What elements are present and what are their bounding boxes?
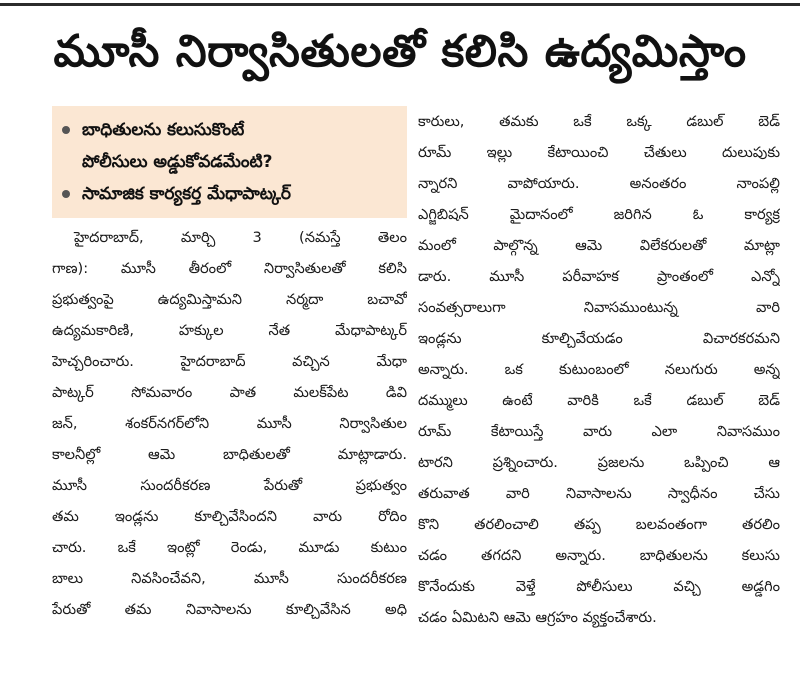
article-line: పాట్కర్ సోమవారం పాత మలక్‌పేట డివి bbox=[52, 384, 407, 401]
bullet-dot-icon bbox=[62, 190, 70, 198]
article-line: డారు. మూసీ పరీవాహక ప్రాంతంలో ఎన్నో bbox=[418, 268, 780, 285]
article-line: దమ్ములు ఉంటే వారికి ఒకే డబుల్ బెడ్ bbox=[418, 392, 780, 409]
article-line: రూమ్ కేటాయిస్తే వారు ఎలా నివాసముం bbox=[418, 423, 780, 440]
article-line: ఉద్యమకారిణి, హక్కుల నేత మేధాపాట్కర్ bbox=[52, 322, 407, 339]
article-line: జన్, శంకర్‌నగర్‌లోని మూసీ నిర్వాసితుల bbox=[52, 415, 407, 432]
article-body-left bbox=[52, 222, 407, 625]
article-line: బాలు నివసించేవని, మూసీ సుందరీకరణ bbox=[52, 570, 407, 587]
article-line: చడం తగదని అన్నారు. బాధితులను కలుసు bbox=[418, 547, 780, 564]
article-line: టారని ప్రశ్నించారు. ప్రజలను ఒప్పించి ఆ bbox=[418, 454, 780, 471]
article-line: కారులు, తమకు ఒకే ఒక్క డబుల్ బెడ్ bbox=[418, 113, 780, 130]
article-line: మూసీ సుందరీకరణ పేరుతో ప్రభుత్వం bbox=[52, 477, 407, 494]
article-line: కొనేందుకు వెళ్తే పోలీసులు వచ్చి అడ్డగిం bbox=[418, 578, 780, 595]
article-line: ఎగ్జిబిషన్ మైదానంలో జరిగిన ఓ కార్యక్ర bbox=[418, 206, 780, 223]
article-line: తరువాత వారి నివాసాలను స్వాధీనం చేసు bbox=[418, 485, 780, 502]
top-rule bbox=[0, 3, 800, 6]
article-line: హెచ్చరించారు. హైదరాబాద్ వచ్చిన మేధా bbox=[52, 353, 407, 370]
bullet-dot-icon bbox=[62, 126, 70, 134]
headline: మూసీ నిర్వాసితులతో కలిసి ఉద్యమిస్తాం bbox=[53, 26, 747, 77]
article-line: చారు. ఒకే ఇంట్లో రెండు, మూడు కుటుం bbox=[52, 539, 407, 556]
highlight-bullet bbox=[60, 178, 401, 210]
article-line: న్నారని వాపోయారు. అనంతరం నాంపల్లి bbox=[418, 175, 780, 192]
article-line: చడం ఏమిటని ఆమె ఆగ్రహం వ్యక్తంచేశారు. bbox=[418, 609, 657, 626]
article-line: ఇండ్లను కూల్చివేయడం విచారకరమని bbox=[418, 330, 780, 347]
highlight-box bbox=[52, 106, 407, 218]
right-column bbox=[418, 106, 780, 633]
highlight-line: సామాజిక కార్యకర్త మేధాపాట్కర్ bbox=[82, 184, 291, 204]
article-line: మంలో పాల్గొన్న ఆమె విలేకరులతో మాట్లా bbox=[418, 237, 780, 254]
left-column bbox=[52, 106, 407, 625]
article-line: రూమ్ ఇల్లు కేటాయించి చేతులు దులుపుకు bbox=[418, 144, 780, 161]
article-line: ప్రభుత్వంపై ఉద్యమిస్తామని నర్మదా బచావో bbox=[52, 291, 407, 308]
article-line: కొని తరలించాలి తప్ప బలవంతంగా తరలిం bbox=[418, 516, 780, 533]
article-line: కాలనీల్లో ఆమె బాధితులతో మాట్లాడారు. bbox=[52, 446, 407, 463]
article-line: పేరుతో తమ నివాసాలను కూల్చివేసిన అధి bbox=[52, 601, 407, 618]
article-line: గాణ): మూసీ తీరంలో నిర్వాసితులతో కలిసి bbox=[52, 260, 407, 277]
article-line: అన్నారు. ఒక కుటుంబంలో నలుగురు అన్న bbox=[418, 361, 780, 378]
article-line: సంవత్సరాలుగా నివాసముంటున్న వారి bbox=[418, 299, 780, 316]
highlight-line: బాధితులను కలుసుకొంటే bbox=[82, 120, 245, 140]
highlight-line: పోలీసులు అడ్డుకోవడమేంటి? bbox=[82, 152, 273, 172]
article-line: తమ ఇండ్లను కూల్చివేసిందని వారు రోదిం bbox=[52, 508, 407, 525]
article-line: హైదరాబాద్, మార్చి 3 (నమస్తే తెలం bbox=[74, 229, 407, 246]
highlight-bullet bbox=[60, 114, 401, 178]
